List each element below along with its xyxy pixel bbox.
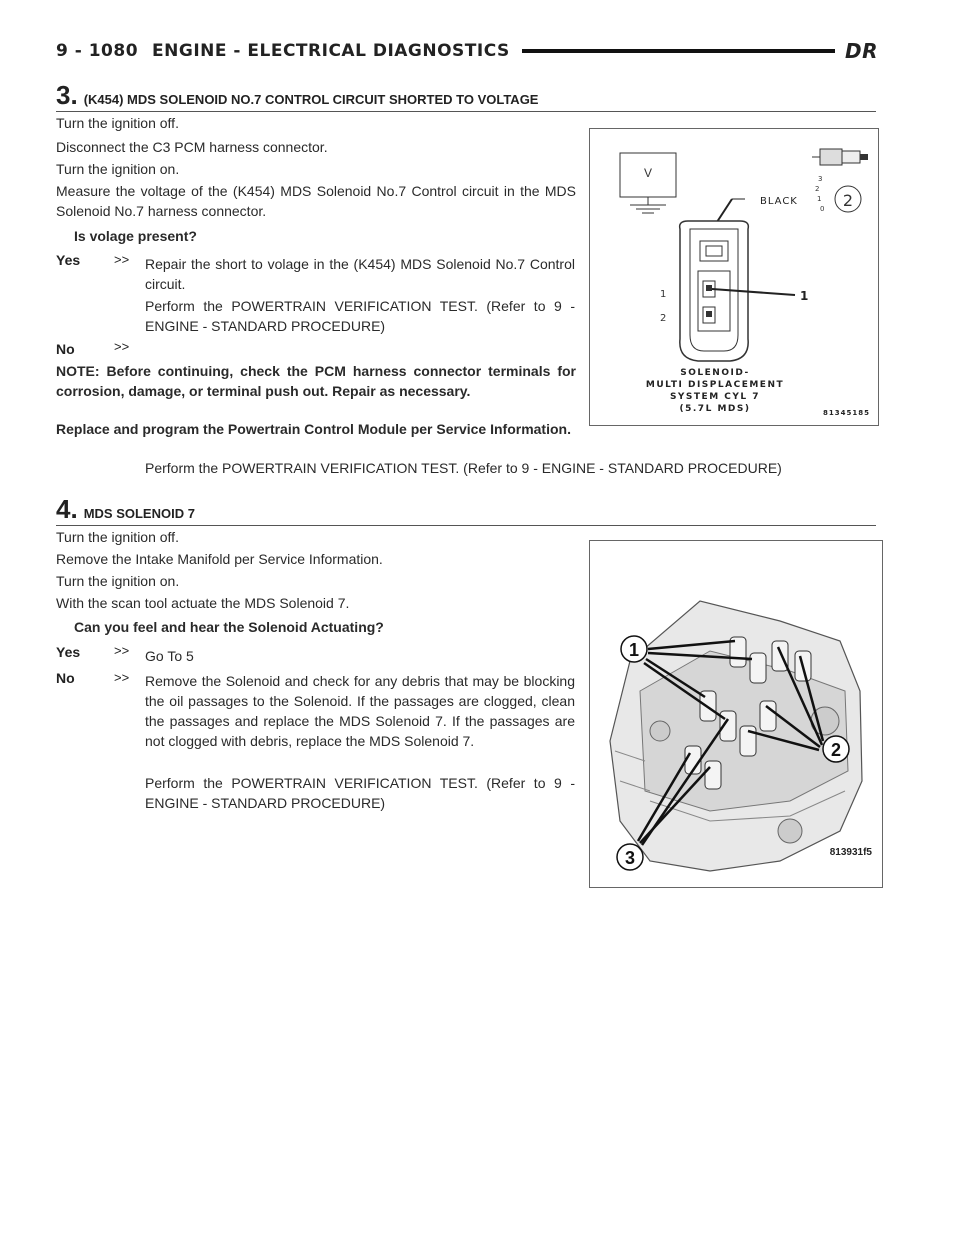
chapter-title: ENGINE - ELECTRICAL DIAGNOSTICS xyxy=(152,41,510,61)
caption-line-1: SOLENOID- xyxy=(680,368,750,378)
dial-3: 3 xyxy=(818,175,823,183)
s3-no-label: No xyxy=(56,341,75,357)
s3-yes-arrow: >> xyxy=(114,252,130,267)
s4-yes-label: Yes xyxy=(56,644,81,660)
s4-no-perform: Perform the POWERTRAIN VERIFICATION TEST. (Refer to 9 - ENGINE - STANDARD PROCEDURE) xyxy=(145,775,575,811)
s3-yes-perform: Perform the POWERTRAIN VERIFICATION TEST. (Refer to 9 - ENGINE - STANDARD PROCEDURE) xyxy=(145,298,575,334)
page-header xyxy=(56,38,878,64)
s4-no-arrow: >> xyxy=(114,670,130,685)
section-3-heading xyxy=(56,82,876,112)
s4-step-1: Turn the ignition off. xyxy=(56,529,179,545)
s4-yes-goto: Go To 5 xyxy=(145,648,194,664)
s3-note: NOTE: Before continuing, check the PCM harness connector terminals for corrosion, damage, or terminal push out. Repair as necessary. xyxy=(56,363,576,399)
callout-1: 1 xyxy=(800,289,809,303)
s4-step-4: With the scan tool actuate the MDS Solenoid 7. xyxy=(56,595,350,611)
caption-line-3: SYSTEM CYL 7 xyxy=(669,392,761,402)
s3-step-1: Turn the ignition off. xyxy=(56,115,179,131)
s4-no-label: No xyxy=(56,670,75,686)
s4-no-remove: Remove the Solenoid and check for any debris that may be blocking the oil passages to the Solenoid. If the passages are clogged, clean the passages and replace the MDS Solenoid 7. If the passages are not clogged with debris, replace the MDS Solenoid 7. xyxy=(145,673,575,749)
page-number: 9 - 1080 xyxy=(56,41,139,61)
dial-0: 0 xyxy=(820,205,825,213)
wire-color-label: BLACK xyxy=(760,196,798,207)
figure-1-id: 81345185 xyxy=(823,409,870,417)
section-4-title: MDS SOLENOID 7 xyxy=(83,506,195,521)
engine-callout-1: 1 xyxy=(628,640,640,660)
engine-callout-3: 3 xyxy=(624,848,636,868)
dial-2: 2 xyxy=(815,185,820,193)
s3-step-2: Disconnect the C3 PCM harness connector. xyxy=(56,139,328,155)
s3-note-program: Replace and program the Powertrain Control Module per Service Information. xyxy=(56,421,571,437)
figure-2-id: 813931f5 xyxy=(829,847,872,858)
s4-yes-arrow: >> xyxy=(114,643,130,658)
s4-step-3: Turn the ignition on. xyxy=(56,573,180,589)
s3-question: Is volage present? xyxy=(74,228,197,244)
model-code: DR xyxy=(844,39,878,63)
pin-1-label: 1 xyxy=(660,289,667,300)
dial-selected: 2 xyxy=(842,191,854,210)
s4-question: Can you feel and hear the Solenoid Actuating? xyxy=(74,619,384,635)
connector-figure xyxy=(589,128,879,426)
s4-step-2: Remove the Intake Manifold per Service Information. xyxy=(56,551,383,567)
s3-yes-label: Yes xyxy=(56,252,81,268)
s3-no-arrow: >> xyxy=(114,339,130,354)
caption-line-4: (5.7L MDS) xyxy=(679,404,751,414)
engine-callout-2: 2 xyxy=(830,740,842,760)
pin-2-label: 2 xyxy=(660,313,667,324)
s3-step-3: Turn the ignition on. xyxy=(56,161,180,177)
engine-figure xyxy=(589,540,883,888)
s3-yes-repair: Repair the short to volage in the (K454) MDS Solenoid No.7 Control circuit. xyxy=(145,256,575,292)
meter-label: V xyxy=(643,166,653,180)
caption-line-2: MULTI DISPLACEMENT xyxy=(645,380,785,390)
section-3-number: 3. xyxy=(56,80,78,110)
section-3-title: (K454) MDS SOLENOID NO.7 CONTROL CIRCUIT SHORTED TO VOLTAGE xyxy=(83,92,539,107)
s3-no-perform: Perform the POWERTRAIN VERIFICATION TEST. (Refer to 9 - ENGINE - STANDARD PROCEDURE) xyxy=(145,460,782,476)
s3-step-4: Measure the voltage of the (K454) MDS Solenoid No.7 Control circuit in the MDS Solenoid No.7 harness connector. xyxy=(56,183,576,219)
header-rule xyxy=(522,49,835,53)
section-4-heading xyxy=(56,496,876,526)
section-4-number: 4. xyxy=(56,494,78,524)
dial-1: 1 xyxy=(817,195,822,203)
